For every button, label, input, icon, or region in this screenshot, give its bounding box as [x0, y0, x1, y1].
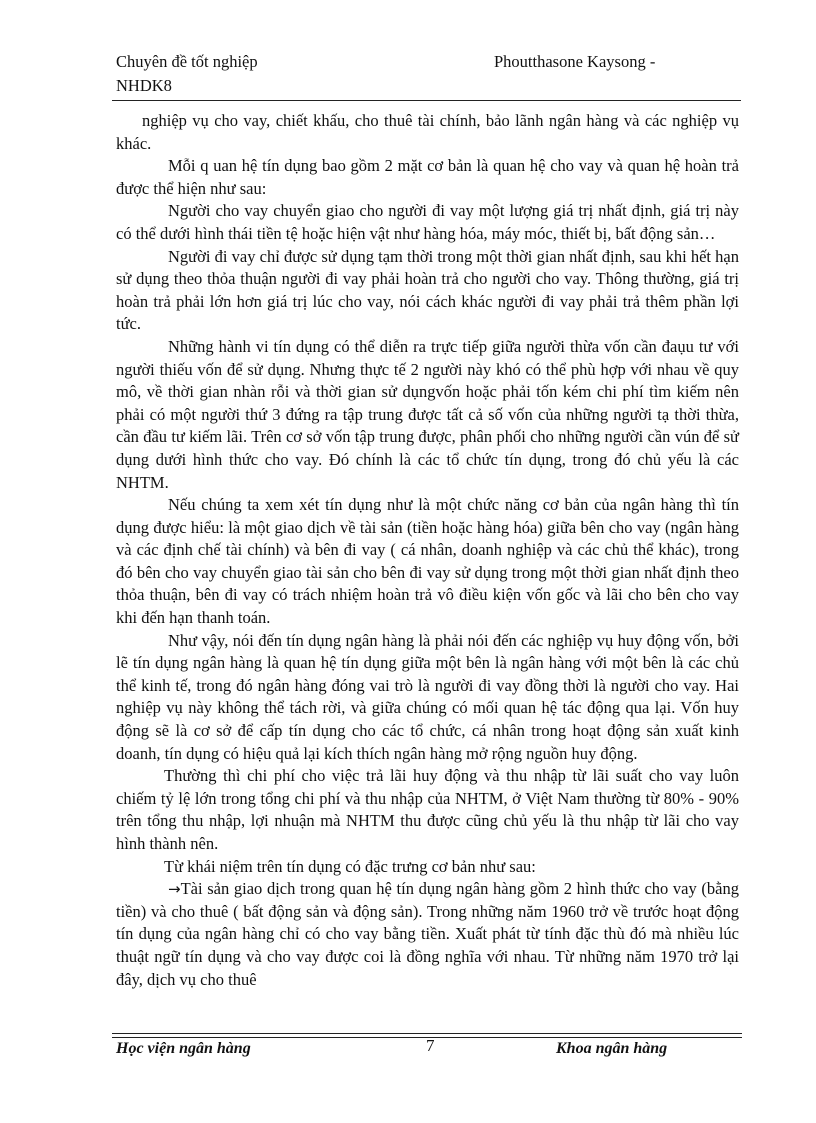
paragraph: Thường thì chi phí cho việc trả lãi huy động và thu nhập từ lãi suất cho vay luôn chiếm tỷ lệ lớn trong tổng chi phí và thu nhập của NHTM, ở Việt Nam thường từ 80% - 90% trên tổng thu nhập, lợi nhuận mà NHTM thu được cũng chủ yếu là thu nhập từ lãi cho vay hình thành nên.	[116, 766, 739, 853]
paragraph: Mỗi q uan hệ tín dụng bao gồm 2 mặt cơ bản là quan hệ cho vay và quan hệ hoàn trả được thể hiện như sau:	[116, 156, 739, 198]
document-body	[116, 110, 739, 991]
header-document-type: Chuyên đề tốt nghiệp	[116, 52, 258, 71]
header-class-code: NHDK8	[116, 76, 172, 95]
paragraph: nghiệp vụ cho vay, chiết khấu, cho thuê tài chính, bảo lãnh ngân hàng và các nghiệp vụ khác.	[116, 111, 739, 153]
paragraph: Như vậy, nói đến tín dụng ngân hàng là phải nói đến các nghiệp vụ huy động vốn, bởi lẽ tín dụng ngân hàng là quan hệ tín dụng giữa một bên là ngân hàng với một bên là các chủ thể kinh tế, trong đó ngân hàng đóng vai trò là người đi vay đồng thời là người cho vay. Hai nghiệp vụ này không thể tách rời, và giữa chúng có mối quan hệ tác động qua lại. Vốn huy động sẽ là cơ sở để cấp tín dụng cho các tổ chức, cá nhân trong hoạt động sản xuất kinh doanh, tín dụng có hiệu quả lại kích thích ngân hàng mở rộng nguồn huy động.	[116, 630, 739, 763]
page-number: 7	[426, 1036, 435, 1055]
paragraph: Những hành vi tín dụng có thể diễn ra trực tiếp giữa người thừa vốn cần đaụu tư với người thiếu vốn để sử dụng. Nhưng thực tế 2 người này khó có thể phù hợp với nhau về quy mô, về thời gian nhàn rỗi và thời gian sử dụngvốn hoặc phải tốn kém chi phí tìm kiếm nên phải có một người thứ 3 đứng ra tập trung được tất cả số vốn của những người tạ thời thừa, cần đầu tư kiếm lãi. Trên cơ sở vốn tập trung được, phân phối cho những người cần vún để sử dụng dưới hình thức cho vay. Đó chính là các tổ chức tín dụng, trong đó chủ yếu là các NHTM.	[116, 336, 739, 492]
paragraph: Người cho vay chuyển giao cho người đi vay một lượng giá trị nhất định, giá trị này có thể dưới hình thái tiền tệ hoặc hiện vật như hàng hóa, máy móc, thiết bị, bất động sản…	[116, 201, 739, 243]
footer-institution: Học viện ngân hàng	[116, 1040, 251, 1057]
arrow-icon: →	[168, 880, 181, 899]
paragraph: Người đi vay chỉ được sử dụng tạm thời trong một thời gian nhất định, sau khi hết hạn sử dụng theo thỏa thuận người đi vay phải hoàn trả cho người cho vay. Thông thường, giá trị hoàn trả phải lớn hơn giá trị lúc cho vay, nói cách khác người đi vay phải trả thêm phần lợi tức.	[116, 246, 739, 334]
paragraph: Từ khái niệm trên tín dụng có đặc trưng cơ bản như sau:	[164, 856, 536, 876]
footer-divider-top	[112, 1033, 742, 1034]
footer-department: Khoa ngân hàng	[556, 1040, 668, 1057]
paragraph-with-arrow	[116, 878, 739, 991]
header-author: Phoutthasone Kaysong -	[494, 52, 656, 71]
paragraph: Nếu chúng ta xem xét tín dụng như là một chức năng cơ bản của ngân hàng thì tín dụng được hiểu: là một giao dịch về tài sản (tiền hoặc hàng hóa) giữa bên cho vay (ngân hàng và các định chế tài chính) và bên đi vay ( cá nhân, doanh nghiệp và các chủ thể khác), trong đó bên cho vay chuyển giao tài sản cho bên đi vay sử dụng trong một thời gian nhất định theo thỏa thuận, bên đi vay có trách nhiệm hoàn trả vô điều kiện vốn gốc và lãi cho bên cho vay khi đến hạn thanh toán.	[116, 495, 739, 628]
header-divider	[112, 100, 741, 101]
paragraph-text: Tài sản giao dịch trong quan hệ tín dụng ngân hàng gồm 2 hình thức cho vay (bằng tiền) và cho thuê ( bất động sản và động sản). Trong những năm 1960 trở về trước hoạt động tín dụng của ngân hàng chỉ có cho vay bằng tiền. Xuất phát từ tính đặc thù đó mà nhiều lúc thuật ngữ tín dụng và cho vay được coi là đồng nghĩa với nhau. Từ những năm 1970 trở lại đây, dịch vụ cho thuê	[116, 879, 739, 989]
